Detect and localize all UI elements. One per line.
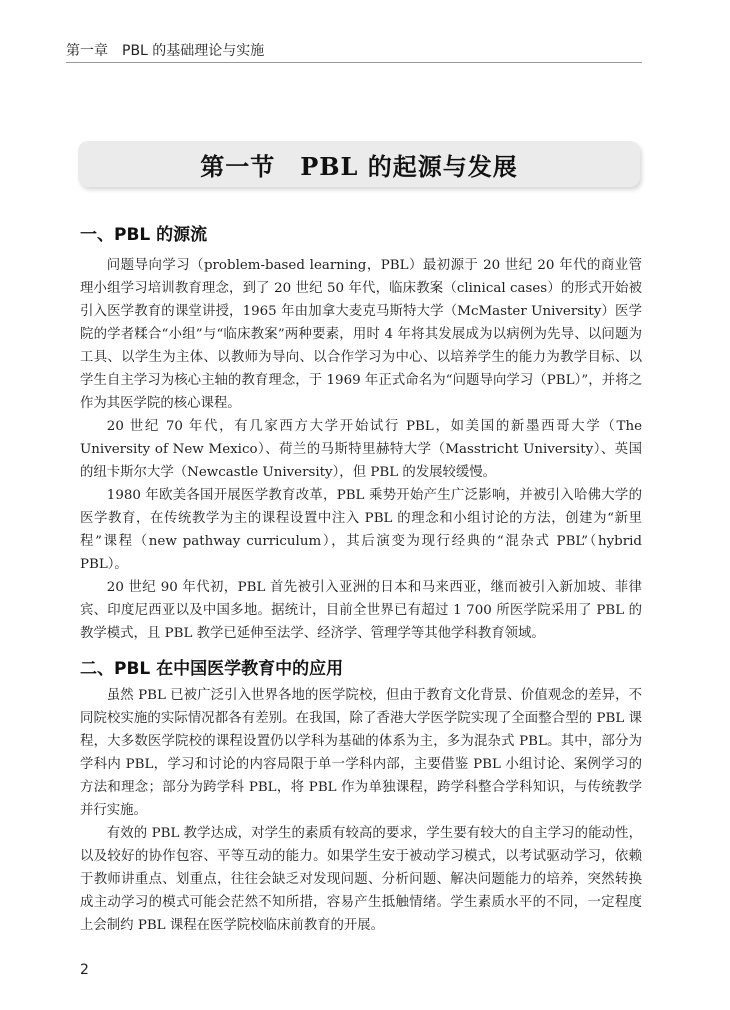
paragraph: 问题导向学习（problem-based learning，PBL）最初源于 20 世纪 20 年代的商业管理小组学习培训教育理念，到了 20 世纪 50 年代，临床教案（clinical cases）的形式开始被引入医学教育的课堂讲授，1965 年由加拿大麦克马斯特大学（McMaster University）医学院的学者糅合“小组”与“临床教案”两种要素，用时 4 年将其发展成为以病例为先导、以问题为工具、以学生为主体、以教师为导向、以合作学习为中心、以培养学生的能力为教学目标、以学生自主学习为核心主轴的教育理念，于 1969 年正式命名为“问题导向学习（PBL）”，并将之作为其医学院的核心课程。 xyxy=(80,258,642,411)
paragraph: 20 世纪 90 年代初，PBL 首先被引入亚洲的日本和马来西亚，继而被引入新加坡、菲律宾、印度尼西亚以及中国多地。据统计，目前全世界已有超过 1 700 所医学院采用了 PBL 的教学模式，且 PBL 教学已延伸至法学、经济学、管理学等其他学科教育领域。 xyxy=(80,580,642,641)
paragraph: 1980 年欧美各国开展医学教育改革，PBL 乘势开始产生广泛影响，并被引入哈佛大学的医学教育，在传统教学为主的课程设置中注入 PBL 的理念和小组讨论的方法，创建为“新里程”课程（new pathway curriculum），其后演变为现行经典的“混杂式 PBL”（hybrid PBL）。 xyxy=(80,488,642,572)
section-title-banner xyxy=(78,141,640,187)
section-title: 第一节 PBL 的起源与发展 xyxy=(200,151,518,181)
subsection-heading-origins: 一、PBL 的源流 xyxy=(80,225,208,245)
subsection-heading-china: 二、PBL 在中国医学教育中的应用 xyxy=(80,659,344,679)
header-divider xyxy=(66,62,642,63)
paragraph: 有效的 PBL 教学达成，对学生的素质有较高的要求，学生要有较大的自主学习的能动性，以及较好的协作包容、平等互动的能力。如果学生安于被动学习模式，以考试驱动学习，依赖于教师讲重点、划重点，往往会缺乏对发现问题、分析问题、解决问题能力的培养，突然转换成主动学习的模式可能会茫然不知所措，容易产生抵触情绪。学生素质水平的不同，一定程度上会制约 PBL 课程在医学院校临床前教育的开展。 xyxy=(80,826,642,933)
paragraph: 虽然 PBL 已被广泛引入世界各地的医学院校，但由于教育文化背景、价值观念的差异，不同院校实施的实际情况都各有差别。在我国，除了香港大学医学院实现了全面整合型的 PBL 课程，大多数医学院校的课程设置仍以学科为基础的体系为主，多为混杂式 PBL。其中，部分为学科内 PBL，学习和讨论的内容局限于单一学科内部，主要借鉴 PBL 小组讨论、案例学习的方法和理念；部分为跨学科 PBL，将 PBL 作为单独课程，跨学科整合学科知识，与传统教学并行实施。 xyxy=(80,688,642,818)
page-number: 2 xyxy=(80,962,89,978)
paragraph: 20 世纪 70 年代，有几家西方大学开始试行 PBL，如美国的新墨西哥大学（The University of New Mexico）、荷兰的马斯特里赫特大学（Masstricht University）、英国的纽卡斯尔大学（Newcastle University），但 PBL 的发展较缓慢。 xyxy=(80,419,642,480)
running-head-title: 第一章 PBL 的基础理论与实施 xyxy=(66,43,265,59)
